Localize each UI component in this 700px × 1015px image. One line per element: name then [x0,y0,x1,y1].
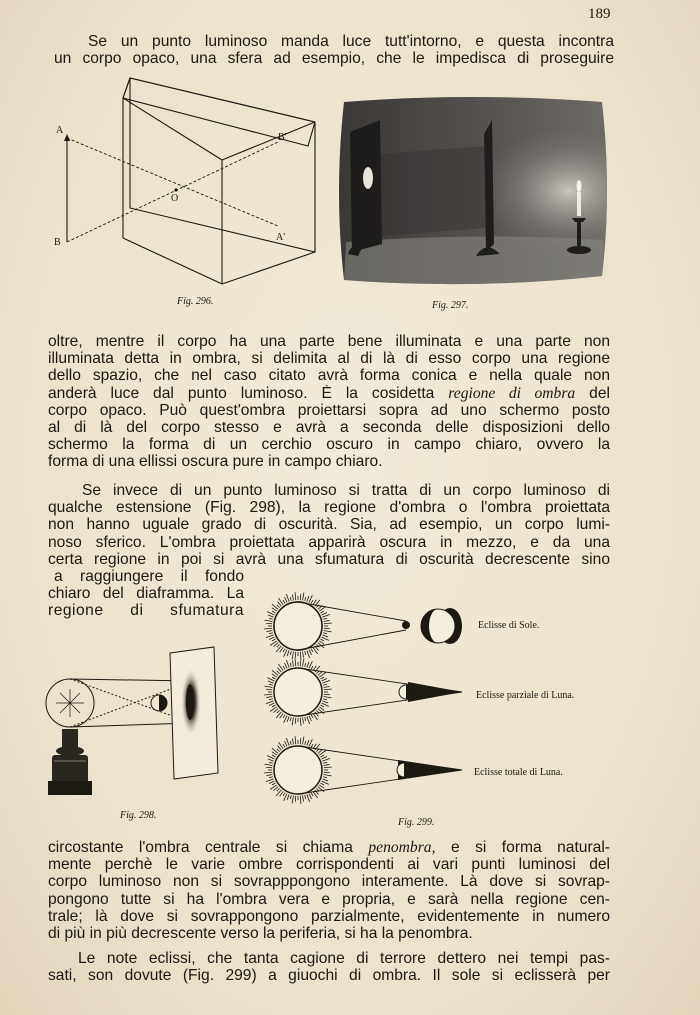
sun-ray [286,594,289,602]
sun-ray [273,709,278,713]
sun-ray [283,744,285,747]
sun-ray [303,659,304,667]
text-line: trale; là dove si sovrappongono parzialmente, evidentemente in numero [48,907,610,925]
sun-ray [324,772,330,773]
eclipse-row-3 [274,746,462,794]
sun-ray [321,783,324,785]
sun-ray [323,618,327,619]
sun-ray [266,701,274,704]
sun-ray [295,592,296,600]
sun-ray [272,783,275,785]
text-line: di più in più decrescente verso la periferia, si ha la penombra. [48,925,473,943]
sun-ray [319,785,324,788]
sun-ray [277,667,281,672]
label-b-prime: B' [278,132,287,143]
sun-ray [286,660,289,668]
sun-ray [303,652,304,658]
sun-ray [266,623,272,624]
text-line: noso sferico. L'ombra proiettata apparirà oscura in mezzo, e da una [48,533,610,551]
paragraph-intro [54,33,614,67]
figure-296-caption: Fig. 296. [177,296,214,307]
sun-ray [268,615,274,617]
label-o: O [171,193,179,204]
sun-ray [322,614,330,617]
sun-ray [295,796,296,802]
text-line: regione di sfumatura [48,602,244,620]
label-a-prime: A' [276,232,286,243]
sun-ray [324,631,332,632]
paragraph-penumbra-intro [48,482,610,568]
text-line: dello spazio, che nel caso citato avrà forma conica e nella quale non [48,367,610,385]
sun-ray [324,620,330,621]
sun-ray [284,741,287,746]
sun-ray [264,694,272,695]
term-penombra: penombra, [368,839,436,856]
sun-ray [292,796,293,804]
sun-ray [265,620,273,621]
sun-ray [280,713,283,718]
eclipse-label-partial-moon: Eclisse parziale di Luna. [476,690,575,701]
sun-ray [292,660,293,666]
sun-ray [309,650,312,655]
sun-ray [319,641,324,644]
sun-ray [277,605,280,608]
sun-ray [272,705,275,707]
sun-ray [272,674,277,677]
sun-ray [283,600,285,603]
sun-ray [305,663,306,667]
sun-ray [324,623,332,624]
sun-ray [307,716,310,724]
sun-ray [287,716,289,722]
sun-ray [290,741,291,745]
paragraph-shadow [48,333,610,471]
label-b: B [54,237,61,248]
sun-ray [324,767,332,768]
sun-ray [305,795,306,799]
sun-ray [324,628,330,629]
sun-ray [305,651,306,655]
sun-ray [292,718,293,726]
text-line: chiaro del diaframma. La [48,585,244,603]
sun-ray [323,777,327,778]
text-fragment: e si forma natural- [450,839,610,856]
sun-ray [292,652,293,660]
sun-ray [309,794,312,799]
sun-ray [295,718,296,724]
sun-ray [284,663,287,668]
sun-ray [324,775,332,776]
sun-ray [265,686,273,687]
sun-ray [268,759,274,761]
sun-ray [307,740,309,746]
sun-ray [321,755,324,757]
sun-ray [272,755,275,757]
text-line: al di là del corpo stesso e avrà a seconda delle disposizioni dello [48,419,610,437]
sun-ray [269,781,274,784]
text-fragment: anderà luce dal punto luminoso. È la cosidetta [48,384,435,402]
sun-ray [272,677,275,679]
text-line: qualche estensione (Fig. 298), la regione d'ombra o l'ombra proiettata [48,499,610,517]
sun-ray [295,652,296,658]
sun-ray [265,764,273,765]
sun-ray [311,715,313,718]
sun-ray [311,649,313,652]
text-fragment: circostante l'ombra [48,839,190,856]
eclipse-label-total-moon: Eclisse totale di Luna. [474,767,563,778]
text-line: corpo opaco. Può quest'ombra proiettarsi sopra ad uno schermo posto [48,401,610,419]
sun-ray [305,597,306,601]
sun-ray [266,767,272,768]
sun-ray [318,749,323,753]
sun-ray [311,600,313,603]
sun-ray [269,699,273,700]
paragraph-penumbra [48,839,610,942]
sun-ray [322,756,327,759]
sun-ray [266,635,274,638]
sun-ray [292,738,293,744]
sun-ray [303,718,304,724]
sun-ray [324,764,330,765]
sun-ray [315,712,319,717]
text-fragment: del [589,384,610,402]
text-line: a raggiungere il fondo [54,568,244,585]
sun-ray [305,717,306,721]
sun-ray [322,779,328,781]
sun-ray [283,649,285,652]
sun-ray [323,699,327,700]
text-fragment: centrale si chiama [204,839,353,856]
sun-ray [283,715,285,718]
term-regione-di-ombra: regione di ombra [448,384,576,402]
text-line: oltre, mentre il corpo ha una parte bene illuminata e una parte non [48,333,610,350]
sun-ray [277,745,281,750]
sun-ray [272,608,277,611]
sun-ray [322,701,328,703]
sun-ray [324,686,330,687]
sun-ray [305,741,306,745]
sun-ray [266,779,274,782]
figure-299-eclipses [258,588,470,818]
text-line: forma di una ellissi oscura pure in campo chiaro. [48,453,383,471]
sun-ray [300,738,301,744]
text-line: corpo luminoso non si sovrapppongono interamente. Là dove si sovrap- [48,873,610,891]
sun-ray [323,762,327,763]
sun-ray [266,689,272,690]
sun-ray [324,689,332,690]
sun-ray [295,658,296,666]
sun-ray [300,718,301,726]
sun-ray [322,635,328,637]
sun-ray [284,597,287,602]
sun-ray [269,777,273,778]
sun-ray [300,796,301,804]
sun-ray [318,671,323,675]
text-line: Le note eclissi, che tanta cagione di terrore dettero nei tempi pas- [78,950,610,967]
text-line-with-emphasis [48,839,610,856]
sun-ray [323,633,327,634]
sun-ray [277,788,280,791]
sun-ray [290,597,291,601]
sun-ray [311,744,313,747]
sun-ray [266,775,272,776]
text-line-with-emphasis [48,385,610,402]
sun-ray [315,790,319,795]
sun-ray [269,633,273,634]
sun-ray [307,650,310,658]
sun-ray [311,793,313,796]
eclipse-label-sun: Eclisse di Sole. [478,620,540,631]
sun-ray [277,749,280,752]
sun-ray [322,678,327,681]
sun-ray [313,744,316,749]
sun-ray [272,611,275,613]
sun-ray [303,796,304,802]
sun-ray [322,680,330,683]
figure-299-caption: Fig. 299. [398,817,435,828]
text-line: Se un punto luminoso manda luce tutt'intorno, e questa incontra [88,33,614,50]
label-a: A [56,125,64,136]
sun-ray [324,697,332,698]
sun-ray [277,710,280,713]
sun-ray [273,787,278,791]
sun-ray [322,612,327,615]
text-line: pongono tutte si ha l'ombra vera e propria, e sarà nella regione cen- [48,890,610,908]
sun-ray [269,637,274,640]
text-line: non hanno uguale grado di oscurità. Sia, ad esempio, un corpo lumi- [48,516,610,534]
sun-ray [295,736,296,744]
sun-ray [264,772,272,773]
text-line: illuminata detta in ombra, si delimita al di là di esso corpo una regione [48,350,610,368]
sun-ray [309,716,312,721]
sun-ray [283,666,285,669]
sun-ray [319,707,324,710]
sun-ray [280,791,283,796]
text-line: Se invece di un punto luminoso si tratta di un corpo luminoso di [82,482,610,499]
sun-ray [266,697,272,698]
sun-ray [323,684,327,685]
paragraph-eclipses [48,950,610,984]
sun-ray [290,651,291,655]
text-line: un corpo opaco, una sfera ad esempio, che le impedisca di proseguire [54,50,614,68]
eclipse-row-1 [274,602,462,650]
figure-298-caption: Fig. 298. [120,810,157,821]
text-line: certa regione in poi si avrà una sfumatura di oscurità decrescente sino [48,550,610,568]
sun-ray [311,666,313,669]
sun-ray [268,681,274,683]
sun-ray [300,652,301,660]
sun-ray [300,660,301,666]
sun-ray [264,628,272,629]
sun-ray [313,600,316,605]
sun-ray [269,684,273,685]
sun-ray [307,794,310,802]
sun-ray [290,795,291,799]
sun-ray [321,677,324,679]
sun-ray [313,666,316,671]
sun-ray [287,794,289,800]
sun-ray [307,596,309,602]
sun-ray [269,703,274,706]
figure-297-engraving [336,94,610,290]
figure-298-lamp-diagram [40,645,240,810]
figure-297-caption: Fig. 297. [432,300,469,311]
sun-ray [269,762,273,763]
sun-ray [303,593,304,601]
sun-ray [300,594,301,600]
sun-ray [321,639,324,641]
sun-ray [277,644,280,647]
sun-ray [266,631,272,632]
sun-ray [307,662,309,668]
text-line: sati, son dovute (Fig. 299) a giuochi di ombra. Il sole si eclisserà per [48,967,610,985]
paragraph-penumbra-wrap [48,568,244,620]
page-number: 189 [588,6,611,22]
sun-ray [287,650,289,656]
eclipse-row-2 [274,668,462,716]
sun-ray [321,705,324,707]
sun-ray [290,663,291,667]
sun-ray [280,647,283,652]
sun-ray [290,717,291,721]
sun-ray [277,601,281,606]
figure-296-cube-diagram [50,70,330,315]
sun-ray [322,758,330,761]
sun-ray [303,737,304,745]
sun-ray [273,643,278,647]
sun-ray [324,694,330,695]
text-line: schermo la forma di un cerchio oscuro in campo chiaro, ovvero la [48,436,610,454]
sun-ray [286,738,289,746]
sun-ray [292,594,293,600]
sun-ray [272,639,275,641]
sun-ray [283,793,285,796]
sun-ray [277,671,280,674]
sun-ray [272,752,277,755]
text-line: mente perchè le varie ombre corrispondenti ai vari punti luminosi del [48,856,610,874]
sun-ray [321,611,324,613]
sun-ray [269,618,273,619]
